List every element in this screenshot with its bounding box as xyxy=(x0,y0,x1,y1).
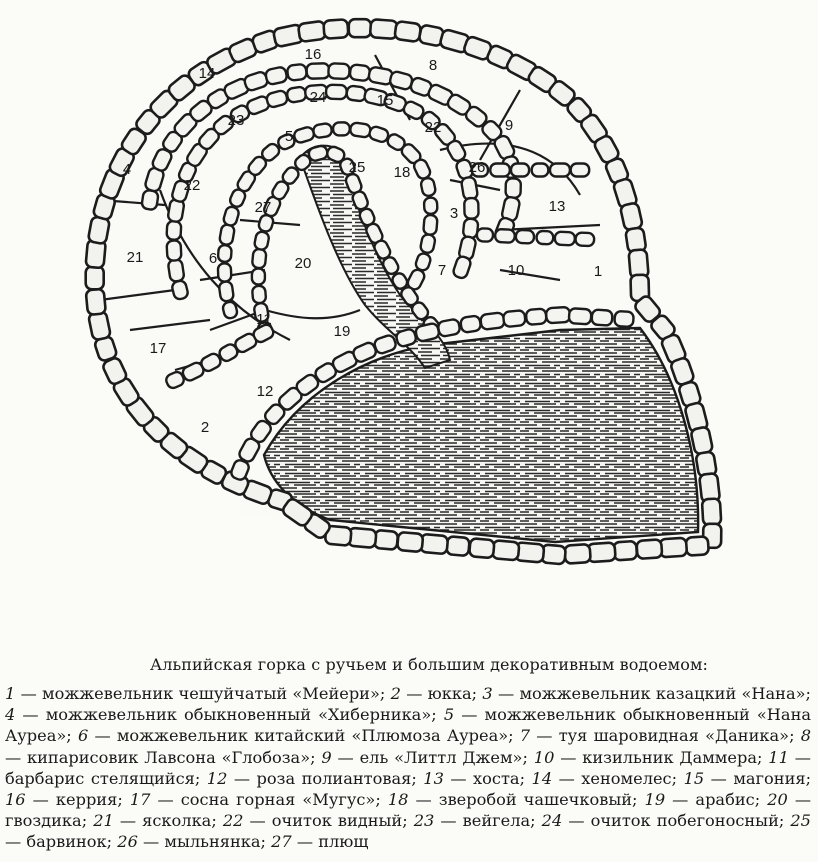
border-stone xyxy=(526,308,547,325)
border-stone xyxy=(328,63,350,79)
legend-plant-name: хоста xyxy=(473,768,520,788)
border-stone xyxy=(333,122,350,135)
legend-number: 8 xyxy=(800,726,812,746)
legend-number: 7 xyxy=(519,726,531,746)
border-stone xyxy=(702,498,721,525)
border-stone xyxy=(307,63,330,79)
legend-plant-name: можжевельник китайский «Плюмоза Ауреа» xyxy=(116,726,509,746)
zone-label-11: 11 xyxy=(256,310,272,328)
plant-legend: 1 — можжевельник чешуйчатый «Мейери»; 2 — юкка; 3 — можжевельник казацкий «Нана»; 4 — можжевельник обыкновенный «Хиберника»; 5 — можжевельник обыкновенный «Нана Ауреа»; 6 — можжевельник китайский «Плюмоза Ауреа»; 7 — туя шаровидная «Даника»; 8 — кипарисовик Лавсона «Глобоза»; 9 — ель «Литтл Джем»; 10 — кизильник Даммера; 11 — барбарис стелящийся; 12 — роза полиантовая; 13 — хоста; 14 — хеномелес; 15 — магония; 16 — керрия; 17 — сосна горная «Мугус»; 18 — зверобой чашечковый; 19 — арабис; 20 — гвоздика; 21 — ясколка; 22 — очиток видный; 23 — вейгела; 24 — очиток побегоносный; 25 — барвинок; 26 — мыльнянка; 27 — плющ xyxy=(5,684,812,852)
zone-label-16: 16 xyxy=(304,45,322,63)
zone-label-18: 18 xyxy=(393,163,411,181)
legend-number: 21 xyxy=(93,811,114,831)
border-stone xyxy=(477,228,494,242)
border-stone xyxy=(252,249,267,269)
zone-label-7: 7 xyxy=(437,261,447,279)
legend-plant-name: барбарис стелящийся xyxy=(5,768,195,788)
border-stone xyxy=(564,544,590,564)
border-stone xyxy=(495,229,515,243)
border-stone xyxy=(546,307,570,323)
border-stone xyxy=(141,190,159,211)
zone-label-10: 10 xyxy=(507,261,525,279)
border-stone xyxy=(511,164,529,177)
legend-plant-name: юкка xyxy=(427,684,472,703)
border-stone xyxy=(86,289,106,315)
zone-label-13: 13 xyxy=(548,197,566,215)
border-stone xyxy=(620,202,643,231)
legend-number: 18 xyxy=(387,790,409,810)
border-stone xyxy=(397,532,423,552)
border-stone xyxy=(420,534,448,554)
border-stone xyxy=(541,544,566,564)
border-stone xyxy=(614,311,634,327)
legend-plant-name: мыльнянка xyxy=(164,832,261,852)
legend-plant-name: вейгела xyxy=(462,811,531,831)
border-stone xyxy=(326,85,347,100)
legend-plant-name: магония xyxy=(733,768,806,788)
zone-label-22-right: 22 xyxy=(424,118,442,136)
border-stone xyxy=(460,315,481,333)
legend-plant-name: можжевельник казацкий «Нана» xyxy=(519,684,806,703)
border-stone xyxy=(370,19,398,39)
border-stone xyxy=(613,541,637,560)
legend-plant-name: гвоздика xyxy=(5,811,82,831)
zone-label-2: 2 xyxy=(200,418,210,436)
legend-number: 15 xyxy=(683,768,705,788)
legend-plant-name: ясколка xyxy=(142,811,212,831)
border-stone xyxy=(591,309,612,325)
legend-number: 27 xyxy=(271,832,292,852)
border-stone xyxy=(323,19,348,39)
legend-number: 9 xyxy=(321,747,332,767)
zone-label-8: 8 xyxy=(428,56,438,74)
legend-number: 20 xyxy=(767,790,788,810)
border-stone xyxy=(218,281,234,302)
border-stone xyxy=(686,536,709,555)
legend-number: 17 xyxy=(129,790,151,810)
legend-plant-name: кизильник Даммера xyxy=(582,747,757,767)
border-stone xyxy=(346,85,367,101)
border-stone xyxy=(550,164,570,177)
border-stone xyxy=(437,319,460,338)
zone-label-4: 4 xyxy=(122,160,132,178)
border-stone xyxy=(88,216,110,244)
border-stone xyxy=(265,66,288,85)
border-stone xyxy=(349,64,370,81)
legend-number: 23 xyxy=(413,811,435,831)
legend-number: 6 xyxy=(77,726,89,746)
border-stone xyxy=(166,240,181,261)
legend-plant-name: можжевельник чешуйчатый «Мейери» xyxy=(42,684,380,703)
legend-number: 12 xyxy=(206,768,228,788)
border-stone xyxy=(575,232,594,246)
legend-plant-name: можжевельник обыкновенный «Нана Ауреа» xyxy=(5,705,812,746)
zone-label-21: 21 xyxy=(126,248,144,266)
border-stone xyxy=(86,267,104,290)
zone-label-5: 5 xyxy=(284,127,294,145)
zone-label-3: 3 xyxy=(449,204,459,222)
legend-number: 22 xyxy=(222,811,244,831)
border-stone xyxy=(516,230,535,244)
border-stone xyxy=(659,538,687,558)
legend-number: 25 xyxy=(790,811,811,831)
zone-label-26: 26 xyxy=(468,158,486,176)
legend-number: 3 xyxy=(482,684,493,703)
legend-number: 26 xyxy=(117,832,138,852)
legend-plant-name: барвинок xyxy=(26,832,107,852)
zone-label-12: 12 xyxy=(256,382,274,400)
zone-label-22-left: 22 xyxy=(183,176,201,194)
legend-number: 14 xyxy=(531,768,553,788)
legend-number: 2 xyxy=(390,684,401,703)
border-stone xyxy=(166,221,181,240)
border-stone xyxy=(219,224,235,246)
legend-plant-name: очиток видный xyxy=(271,811,403,831)
border-stone xyxy=(536,231,553,245)
zone-label-9: 9 xyxy=(504,116,514,134)
zone-label-24: 24 xyxy=(309,88,327,106)
zone-label-1: 1 xyxy=(593,262,603,280)
legend-number: 1 xyxy=(5,684,16,703)
border-stone xyxy=(532,164,549,177)
border-stone xyxy=(394,21,421,42)
legend-plant-name: туя шаровидная «Даника» xyxy=(558,726,790,746)
legend-plant-name: кипарисовик Лавсона «Глобоза» xyxy=(27,747,311,767)
border-stone xyxy=(254,231,270,251)
legend-number: 5 xyxy=(443,705,455,725)
border-stone xyxy=(690,426,713,454)
legend-number: 11 xyxy=(768,747,789,767)
border-stone xyxy=(252,269,265,285)
zone-label-19: 19 xyxy=(333,322,351,340)
figure-caption: Альпийская горка с ручьем и большим декоративным водоемом: xyxy=(150,655,708,674)
legend-plant-name: зверобой чашечковый xyxy=(438,790,633,810)
border-stone xyxy=(298,21,326,42)
border-stone xyxy=(420,233,436,253)
border-stone xyxy=(218,245,232,262)
border-stone xyxy=(505,178,520,198)
border-stone xyxy=(464,198,478,219)
zone-label-23: 23 xyxy=(227,111,245,129)
legend-plant-name: можжевельник обыкновенный «Хиберника» xyxy=(45,705,432,725)
border-stone xyxy=(252,285,266,303)
legend-plant-name: арабис xyxy=(695,790,755,810)
zone-label-27: 27 xyxy=(254,198,272,216)
zone-label-6: 6 xyxy=(208,249,218,267)
legend-number: 13 xyxy=(423,768,444,788)
border-stone xyxy=(492,540,519,560)
border-stone xyxy=(446,536,470,556)
legend-number: 4 xyxy=(5,705,16,725)
border-stone xyxy=(636,539,662,559)
border-stone xyxy=(313,123,333,139)
border-stone xyxy=(569,308,592,324)
border-stone xyxy=(423,215,438,235)
border-stone xyxy=(420,177,436,197)
legend-number: 19 xyxy=(644,790,666,810)
border-stone xyxy=(286,86,306,103)
border-stone xyxy=(503,310,526,327)
border-stone xyxy=(555,232,575,246)
border-stone xyxy=(424,197,438,214)
border-stone xyxy=(490,164,510,177)
border-stone xyxy=(349,19,371,37)
border-stone xyxy=(587,542,615,562)
border-stone xyxy=(287,64,307,81)
border-stone xyxy=(480,312,505,330)
legend-plant-name: ель «Литтл Джем» xyxy=(359,747,523,767)
legend-plant-name: роза полиантовая xyxy=(256,768,412,788)
border-stone xyxy=(350,122,372,138)
zone-label-14: 14 xyxy=(198,64,216,82)
zone-label-20: 20 xyxy=(294,254,312,272)
border-stone xyxy=(469,538,494,558)
border-stone xyxy=(168,259,185,282)
legend-plant-name: плющ xyxy=(318,832,369,852)
border-stone xyxy=(571,164,590,177)
legend-number: 24 xyxy=(541,811,563,831)
legend-number: 16 xyxy=(5,790,26,810)
legend-plant-name: сосна горная «Мугус» xyxy=(180,790,376,810)
legend-plant-name: керрия xyxy=(55,790,118,810)
zone-label-15: 15 xyxy=(376,91,394,109)
legend-plant-name: хеномелес xyxy=(581,768,672,788)
zone-label-17: 17 xyxy=(149,339,167,357)
border-stone xyxy=(348,528,377,548)
zone-label-25: 25 xyxy=(348,158,366,176)
legend-plant-name: очиток побегоносный xyxy=(590,811,779,831)
border-stone xyxy=(218,263,232,282)
border-stone xyxy=(461,176,478,200)
border-stone xyxy=(374,530,398,550)
legend-number: 10 xyxy=(533,747,555,767)
